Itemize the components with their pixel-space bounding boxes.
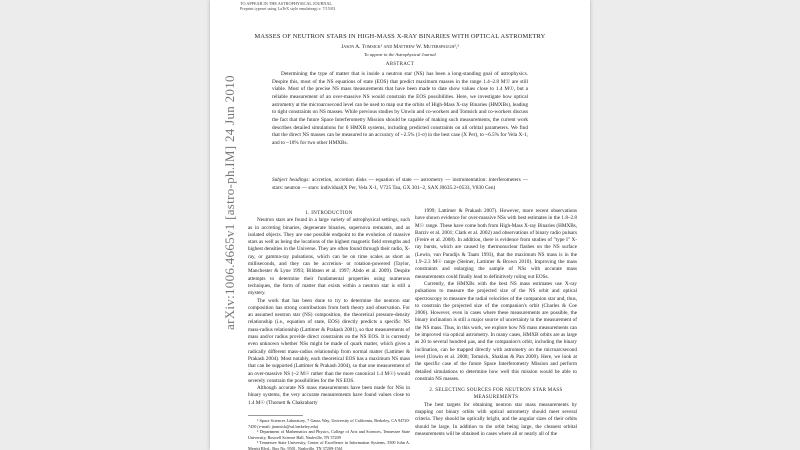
paragraph: The work that has been done to try to determine the neutron star composition has strong contributions from both theory and observation. For an assumed neutron star (NS) composition, the theoretical pressure-density relationship (i.e., equation of state, EOS) directly predicts a specific NS mass-radius relationship (Lattimer & Prakash 2001), so that measurements of mass and/or radius provide direct constraints on the NS EOS. It is currently even unknown whether NSs might be made of quark matter, which gives a radically different mass-radius relationship from normal matter (Lattimer & Prakash 2004). Most notably, each theoretical EOS has a maximum NS mass that can be supported (Lattimer & Prakash 2004), so that one measurement of an over-massive NS (~2 M☉ rather than the more canonical 1.4 M☉) would severely constrain the possibilities for the NS EOS.	[248, 297, 410, 384]
arxiv-identifier-stamp: arXiv:1006.4665v1 [astro-ph.IM] 24 Jun 2010	[222, 75, 237, 330]
footnote: ³ Tennessee State University, Center of Excellence in Information Systems, 3500 John A. Merritt Blvd., Box No. 9501, Nashville, TN 37209-1561	[248, 440, 410, 450]
paper-page	[210, 0, 590, 450]
subject-headings	[272, 177, 528, 192]
left-column	[248, 210, 410, 450]
footnote: ¹ Space Sciences Laboratory, 7 Gauss Way, University of California, Berkeley, CA 94720-7450 (e-mail: jtomsick@ssl.berkeley.edu)	[248, 418, 410, 429]
subject-headings-label: Subject headings:	[272, 177, 311, 183]
subject-headings-text: accretion, accretion disks — equation of state — astrometry — instrumentation: interferometers — stars: neutron — stars: individual(X Per, Vela X-1, V725 Tau, GX 301−2, SAX J0635.2+0533, V830 Cen)	[272, 177, 528, 191]
paragraph: The best targets for obtaining neutron star mass measurements by mapping out binary orbits with optical astrometry should meet several criteria. They should be optically bright, and the angular sizes of their orbits should be large. In addition to the orbit being large, the cleanest orbital measurements will be obtained in cases where all or nearly all of the	[415, 401, 577, 437]
preamble-typeset: Preprint typeset using LaTeX style emulateapj v. 7/15/03	[240, 6, 336, 11]
paragraph: 1999; Lattimer & Prakash 2007). However, more recent observations have shown evidence for over-massive NSs with best estimates in the 1.8–2.8 M☉ range. These have come both from High-Mass X-ray Binaries (HMXBs, Barziv et al. 2001; Clark et al. 2002) and observations of binary radio pulsars (Freire et al. 2008). In addition, there is evidence from studies of "type I" X-ray bursts, which are caused by thermonuclear flashes on the NS surface (Lewin, van Paradijs & Taam 1993), that the maximum NS mass is in the 1.9–2.3 M☉ range (Steiner, Lattimer & Brown 2010). Improving the mass constraints and enlarging the sample of NSs with accurate mass measurements could finally lead to definitively ruling out EOSs.	[415, 208, 577, 280]
paper-authors: Jason A. Tomsick¹ and Matthew W. Muterspaugh²,³	[341, 44, 459, 50]
paragraph: Although accurate NS mass measurements have been made for NSs in binary systems, the very accurate measurements have found values close to 1.4 M☉ (Thorsett & Chakrabarty	[248, 385, 410, 406]
section-heading-introduction: 1. INTRODUCTION	[305, 211, 353, 216]
preamble	[240, 1, 335, 11]
paper-title: MASSES OF NEUTRON STARS IN HIGH-MASS X-RAY BINARIES WITH OPTICAL ASTROMETRY	[254, 33, 546, 40]
right-column	[415, 208, 577, 438]
preamble-journal: TO APPEAR IN THE ASTROPHYSICAL JOURNAL	[240, 1, 332, 6]
publication-note: To appear in the Astrophysical Journal	[364, 52, 436, 57]
abstract-heading: ABSTRACT	[385, 62, 415, 67]
paragraph: Currently, the HMXBs with the best NS mass estimates use X-ray pulsations to measure the projected size of the NS orbit and optical spectroscopy to measure the radial velocities of the companion star and, thus, to constrain the projected size of the companion's orbit (Charles & Coe 2006). However, even in cases where these measurements are possible, the binary inclination is still a major source of uncertainty in the measurement of the NS mass. Thus, in this work, we explore how NS mass measurements can be improved via optical astrometry. In many cases, HMXB orbits are as large as 20 to several hundred μas, and the companion's orbit, including the binary inclination, can be mapped directly with astrometry on the microarcsecond level (Unwin et al. 2008; Tomsick, Shaklan & Pan 2009). Here, we look at the specific case of the future Space Interferometry Mission and perform detailed simulations to determine how well this mission would be able to constrain NS masses.	[415, 280, 577, 382]
abstract-body	[272, 71, 528, 148]
paragraph: Neutron stars are found in a large variety of astrophysical settings, such as in accreting binaries, degenerate binaries, supernova remnants, and as isolated objects. They are one possible endpoint to the evolution of massive stars as well as being the locations of the highest magnetic field strengths and highest densities in the Universe. They are often found through their radio, X-ray, or gamma-ray pulsations, which can be on time scales as short as milliseconds, and they can be accretion- or rotation-powered (Taylor, Manchester & Lyne 1993; Bildsten et al. 1997; Abdo et al. 2009). Despite attempts to determine their fundamental properties using numerous techniques, the form of matter that exists within a neutron star is still a mystery.	[248, 217, 410, 297]
abstract-text: Determining the type of matter that is inside a neutron star (NS) has been a long-standing goal of astrophysics. Despite this, most of the NS equations of state (EOS) that predict maximum masses in the range 1.4–2.8 M☉ are still viable. Most of the precise NS mass measurements that have been made to date show values close to 1.4 M☉, but a reliable measurement of an over-massive NS would constrain the EOS possibilities. Here, we investigate how optical astrometry at the microarcsecond level can be used to map out the orbits of High-Mass X-ray Binaries (HMXBs), leading to tight constraints on NS masses. While previous studies by Unwin and co-workers and Tomsick and co-workers discuss the fact that the future Space Interferometry Mission should be capable of making such measurements, the current work describes detailed simulations for 6 HMXB systems, including predicted constraints on all orbital parameters. We find that the direct NS masses can be measured to an accuracy of ~2.5% (1-σ) in the best case (X Per), to ~6.5% for Vela X-1, and to ~10% for two other HMXBs.	[272, 71, 528, 146]
section-heading-selecting-sources: 2. SELECTING SOURCES FOR NEUTRON STAR MASS MEASUREMENTS	[429, 388, 563, 401]
footnote: ² Department of Mathematics and Physics, College of Arts and Sciences, Tennessee State University, Boswell Science Hall, Nashville, TN 37209	[248, 429, 410, 440]
